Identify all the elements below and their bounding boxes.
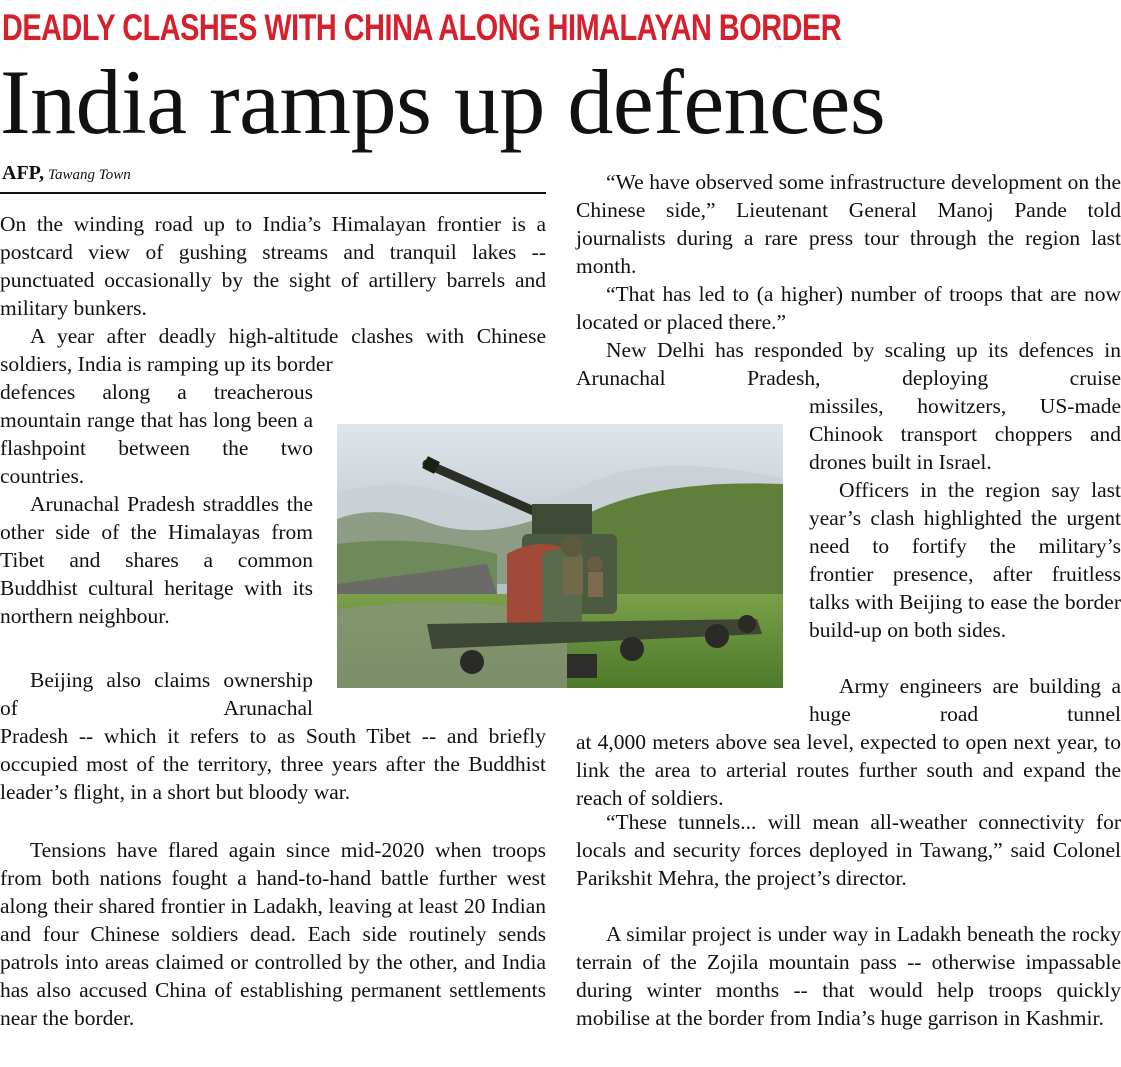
left-paragraph-4b: Pradesh -- which it refers to as South Tibet -- and briefly occupied most of the territory, three years after the Buddhist leader’s flight, in a short but bloody war. — [0, 724, 546, 804]
byline-place: Tawang Town — [48, 167, 131, 183]
anti-aircraft-gun-photo — [337, 424, 783, 688]
headline: India ramps up defences — [0, 51, 886, 153]
right-paragraph-2: “That has led to (a higher) number of troops that are now located or placed there.” — [576, 282, 1121, 334]
right-paragraph-3b: missiles, howitzers, US-made Chinook transport choppers and drones built in Israel. — [809, 394, 1121, 474]
left-paragraph-2b: defences along a treacherous mountain range that has long been a flashpoint between the two countries. — [0, 380, 313, 488]
left-paragraph-4a: Beijing also claims ownership of Arunachal — [0, 668, 313, 720]
right-paragraph-4: Officers in the region say last year’s clash highlighted the urgent need to fortify the military’s frontier presence, after fruitless talks with Beijing to ease the border build-up on both sides. — [809, 478, 1121, 642]
left-paragraph-3: Arunachal Pradesh straddles the other side of the Himalayas from Tibet and shares a common Buddhist cultural heritage with its northern neighbour. — [0, 492, 313, 628]
left-paragraph-2a: A year after deadly high-altitude clashes with Chinese soldiers, India is ramping up its border — [0, 324, 546, 376]
left-paragraph-5: Tensions have flared again since mid-2020 when troops from both nations fought a hand-to-hand battle further west along their shared frontier in Ladakh, leaving at least 20 Indian and four Chinese soldiers dead. Each side routinely sends patrols into areas claimed or controlled by the other, and India has also accused China of establishing permanent settlements near the border. — [0, 838, 546, 1030]
right-paragraph-7: A similar project is under way in Ladakh beneath the rocky terrain of the Zojila mountain pass -- otherwise impassable during winter months -- that would help troops quickly mobilise at the border from India’s huge garrison in Kashmir. — [576, 922, 1121, 1030]
byline-agency: AFP, — [2, 162, 45, 184]
right-paragraph-1: “We have observed some infrastructure development on the Chinese side,” Lieutenant General Manoj Pande told journalists during a rare press tour through the region last month. — [576, 170, 1121, 278]
right-paragraph-6: “These tunnels... will mean all-weather connectivity for locals and security forces deployed in Tawang,” said Colonel Parikshit Mehra, the project’s director. — [576, 810, 1121, 890]
right-paragraph-5b: at 4,000 meters above sea level, expected to open next year, to link the area to arterial routes further south and expand the reach of soldiers. — [576, 730, 1121, 810]
right-paragraph-5a: Army engineers are building a huge road tunnel — [809, 674, 1121, 726]
kicker: DEADLY CLASHES WITH CHINA ALONG HIMALAYAN BORDER — [2, 7, 842, 48]
left-paragraph-1: On the winding road up to India’s Himalayan frontier is a postcard view of gushing streams and tranquil lakes -- punctuated occasionally by the sight of artillery barrels and military bunkers. — [0, 212, 546, 320]
right-paragraph-3a: New Delhi has responded by scaling up its defences in Arunachal Pradesh, deploying cruise — [576, 338, 1121, 390]
byline-rule — [0, 192, 546, 194]
photo-illustration — [337, 424, 783, 688]
byline — [2, 162, 131, 185]
